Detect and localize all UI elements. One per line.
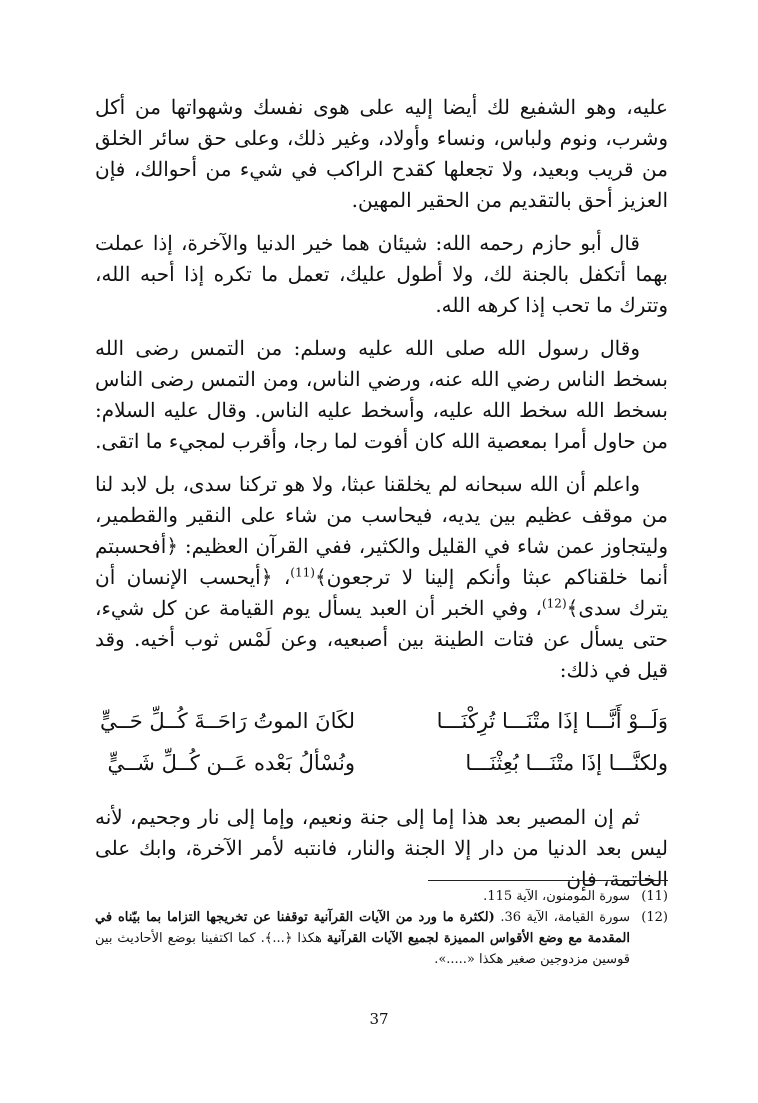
main-text xyxy=(95,92,668,698)
footnote-12 xyxy=(95,907,668,970)
verse-line-1-first-hemistich: وَلَــوْ أَنَّـــا إذَا متْنَـــا تُرِكْنَـــا xyxy=(436,709,668,733)
paragraph-4-part3: ، وفي الخبر أن العبد يسأل يوم القيامة عن كل شيء، حتى يسأل عن فتات الطينة بين أصبعيه، وعن لَمْس ثوب أخيه. وقد قيل في ذلك: xyxy=(95,596,668,682)
footnote-12-plain: سورة القيامة، الآية 36. xyxy=(500,910,630,925)
paragraph-1: عليه، وهو الشفيع لك أيضا إليه على هوى نفسك وشهواتها من أكل وشرب، ونوم ولباس، ونساء وأولاد، وغير ذلك، وعلى حق سائر الخلق من قريب وبعيد، ولا تجعلها كقدح الراكب في شيء من أحوالك، فإن العزيز أحق بالتقديم من الحقير المهين. xyxy=(95,95,668,212)
footnotes xyxy=(95,886,668,970)
paragraph-3: وقال رسول الله صلى الله عليه وسلم: من التمس رضى الله بسخط الناس رضي الله عنه، ورضي الناس، ومن التمس رضى الناس بسخط الله سخط الله عليه، وأسخط عليه الناس. وقال عليه السلام: من حاول أمرا بمعصية الله كان أفوت لما رجا، وأقرب لمجيء ما اتقى. xyxy=(95,336,668,453)
footnote-ref-12: (12) xyxy=(541,596,567,611)
paragraph-4-part2: ، ﴿أيحسب الإنسان أن يترك سدى﴾ xyxy=(95,565,669,620)
footnote-12-bold: (لكثرة ما ورد من الآيات القرآنية توقفنا عن تخريجها التزاما بما بيّناه في المقدمة مع وضع الأقواس المميزة لجميع الآيات القرآنية xyxy=(95,910,631,946)
footnote-number: (11) xyxy=(641,889,668,904)
verse-line-2-second-hemistich: ونُسْألُ بَعْده عَــن كُــلِّ شَــيٍّ xyxy=(107,751,355,775)
footnote-11 xyxy=(95,886,668,907)
verse-line-2-first-hemistich: ولكنَّـــا إذَا متْنَـــا بُعِثْنَـــا xyxy=(465,751,668,775)
footnote-text: سورة المومنون، الآية 115. xyxy=(483,889,630,904)
verse-line-2 xyxy=(95,742,668,784)
page-number: 37 xyxy=(369,1010,389,1028)
verse-line-1 xyxy=(95,700,668,742)
footnote-text xyxy=(95,907,630,970)
paragraph-2: قال أبو حازم رحمه الله: شيئان هما خير الدنيا والآخرة، إذا عملت بهما أتكفل بالجنة لك، ولا أطول عليك، تعمل ما تكره إذا أحبه الله، وتترك ما تحب إذا كرهه الله. xyxy=(95,231,668,317)
poem-verse xyxy=(95,700,668,784)
footnote-12-tail: هكذا ﴿...﴾. كما اكتفينا بوضع الأحاديث بين قوسين مزدوجين صغير هكذا «.....». xyxy=(95,931,630,967)
after-verse-text xyxy=(95,802,668,895)
verse-line-1-second-hemistich: لكَانَ الموتُ رَاحَــةَ كُــلِّ حَــيٍّ xyxy=(99,709,355,733)
paragraph-4-part1: واعلم أن الله سبحانه لم يخلقنا عبثا، ولا هو تركنا سدى، بل لابد لنا من موقف عظيم بين يديه، فيحاسب من شاء على النقير والقطمير، وليتجاوز عمن شاء في القليل والكثير، ففي القرآن العظيم: ﴿أفحسبتم أنما خلقناكم عبثا وأنكم إلينا لا ترجعون﴾ xyxy=(95,472,669,589)
paragraph-4 xyxy=(95,469,668,686)
footnote-separator xyxy=(428,880,668,881)
footnote-number: (12) xyxy=(641,910,668,925)
footnote-ref-11: (11) xyxy=(290,565,315,580)
paragraph-5: ثم إن المصير بعد هذا إما إلى جنة ونعيم، وإما إلى نار وجحيم، لأنه ليس بعد الدنيا من دار إلا الجنة والنار، فانتبه لأمر الآخرة، وابك على الخاتمة، فإن xyxy=(95,805,668,891)
